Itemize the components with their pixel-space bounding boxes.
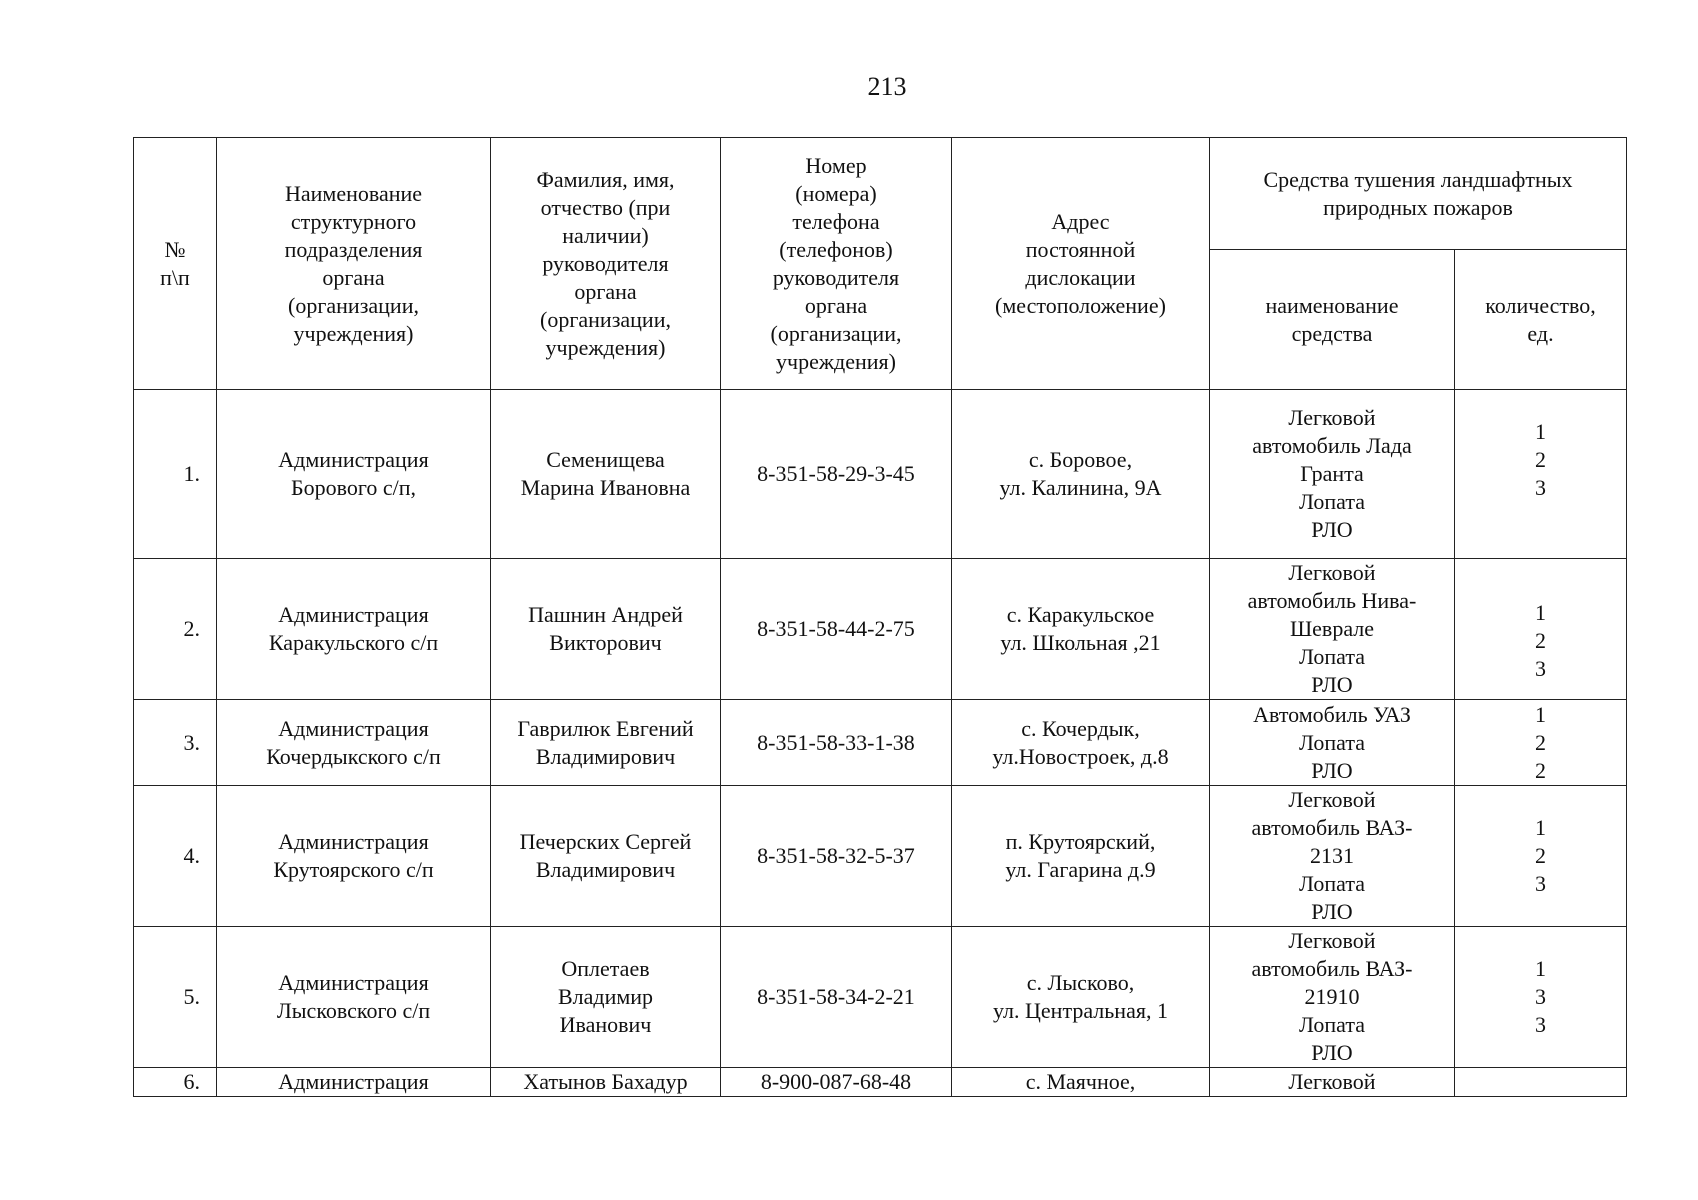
row-num: 6. bbox=[134, 1068, 217, 1097]
header-head-name: Фамилия, имя, отчество (при наличии) руководителя органа (организации, учреждения) bbox=[491, 138, 721, 390]
table-row bbox=[134, 700, 1627, 786]
header-means-name: наименование средства bbox=[1210, 250, 1455, 390]
row-means: Легковой автомобиль ВАЗ- 21910 Лопата РЛО bbox=[1210, 927, 1455, 1068]
row-num: 4. bbox=[134, 786, 217, 927]
row-head: Пашнин Андрей Викторович bbox=[491, 559, 721, 700]
header-unit-name: Наименование структурного подразделения органа (организации, учреждения) bbox=[217, 138, 491, 390]
row-phone: 8-351-58-44-2-75 bbox=[721, 559, 952, 700]
row-means: Легковой автомобиль ВАЗ- 2131 Лопата РЛО bbox=[1210, 786, 1455, 927]
row-head: Оплетаев Владимир Иванович bbox=[491, 927, 721, 1068]
row-means: Легковой автомобиль Нива- Шеврале Лопата РЛО bbox=[1210, 559, 1455, 700]
table-row bbox=[134, 927, 1627, 1068]
row-qty: 1 2 2 bbox=[1455, 700, 1627, 786]
row-qty bbox=[1455, 1068, 1627, 1097]
row-address: с. Лысково, ул. Центральная, 1 bbox=[952, 927, 1210, 1068]
row-address: п. Крутоярский, ул. Гагарина д.9 bbox=[952, 786, 1210, 927]
row-head: Печерских Сергей Владимирович bbox=[491, 786, 721, 927]
header-means-qty: количество, ед. bbox=[1455, 250, 1627, 390]
row-address: с. Каракульское ул. Школьная ,21 bbox=[952, 559, 1210, 700]
row-qty: 1 3 3 bbox=[1455, 927, 1627, 1068]
fire-means-table bbox=[133, 137, 1627, 1097]
row-unit: Администрация Борового с/п, bbox=[217, 390, 491, 559]
row-phone: 8-351-58-34-2-21 bbox=[721, 927, 952, 1068]
row-address: с. Маячное, bbox=[952, 1068, 1210, 1097]
table-row bbox=[134, 559, 1627, 700]
row-means: Автомобиль УАЗ Лопата РЛО bbox=[1210, 700, 1455, 786]
row-num: 5. bbox=[134, 927, 217, 1068]
row-qty: 1 2 3 bbox=[1455, 786, 1627, 927]
header-phone: Номер (номера) телефона (телефонов) руководителя органа (организации, учреждения) bbox=[721, 138, 952, 390]
row-num: 1. bbox=[134, 390, 217, 559]
header-num: № п\п bbox=[134, 138, 217, 390]
row-phone: 8-351-58-32-5-37 bbox=[721, 786, 952, 927]
row-means: Легковой bbox=[1210, 1068, 1455, 1097]
row-unit: Администрация Крутоярского с/п bbox=[217, 786, 491, 927]
row-head: Гаврилюк Евгений Владимирович bbox=[491, 700, 721, 786]
header-address: Адрес постоянной дислокации (местоположение) bbox=[952, 138, 1210, 390]
row-qty: 1 2 3 bbox=[1455, 390, 1627, 559]
header-means-group: Средства тушения ландшафтных природных пожаров bbox=[1210, 138, 1627, 250]
row-num: 2. bbox=[134, 559, 217, 700]
row-qty: 1 2 3 bbox=[1455, 559, 1627, 700]
table-row bbox=[134, 786, 1627, 927]
row-address: с. Боровое, ул. Калинина, 9А bbox=[952, 390, 1210, 559]
row-unit: Администрация Лысковского с/п bbox=[217, 927, 491, 1068]
row-num: 3. bbox=[134, 700, 217, 786]
row-unit: Администрация Кочердыкского с/п bbox=[217, 700, 491, 786]
row-unit: Администрация bbox=[217, 1068, 491, 1097]
row-phone: 8-351-58-33-1-38 bbox=[721, 700, 952, 786]
table-row bbox=[134, 1068, 1627, 1097]
table-row bbox=[134, 390, 1627, 559]
page-number: 213 bbox=[867, 72, 907, 101]
row-head: Хатынов Бахадур bbox=[491, 1068, 721, 1097]
row-head: Семенищева Марина Ивановна bbox=[491, 390, 721, 559]
row-means: Легковой автомобиль Лада Гранта Лопата РЛО bbox=[1210, 390, 1455, 559]
row-phone: 8-351-58-29-3-45 bbox=[721, 390, 952, 559]
row-phone: 8-900-087-68-48 bbox=[721, 1068, 952, 1097]
row-unit: Администрация Каракульского с/п bbox=[217, 559, 491, 700]
row-address: с. Кочердык, ул.Новостроек, д.8 bbox=[952, 700, 1210, 786]
